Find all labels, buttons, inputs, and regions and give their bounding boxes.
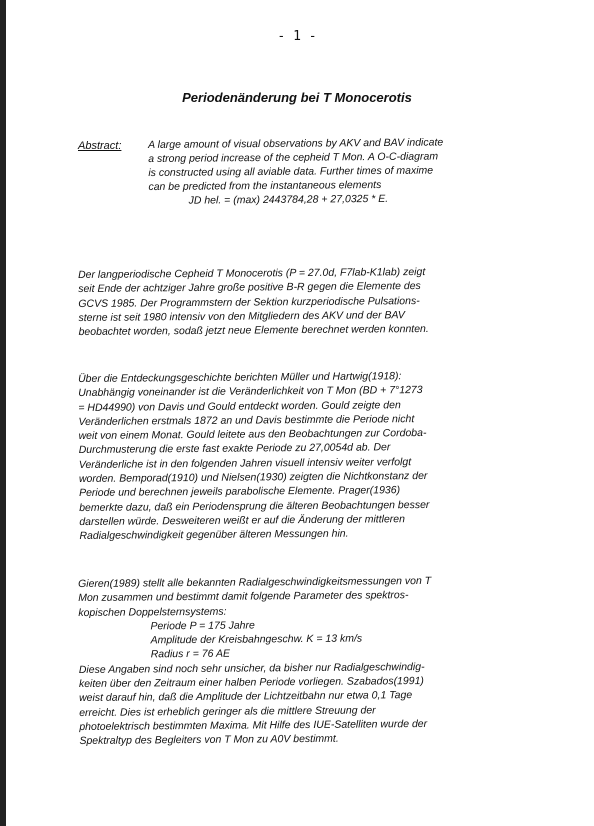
paragraph-line: Periode und berechnen jeweils parabolische Elemente. Prager(1936) xyxy=(79,484,401,500)
paragraph-line: weist darauf hin, daß die Amplitude der Lichtzeitbahn nur etwa 0,1 Tage xyxy=(79,689,413,705)
paragraph-line: beobachtet worden, sodaß jetzt neue Elemente berechnet werden konnten. xyxy=(78,323,429,339)
paragraph-line: Spektraltyp des Begleiters von T Mon zu A0V bestimmt. xyxy=(79,732,339,748)
paragraph-line: photoelektrisch bestimmten Maxima. Mit Hilfe des IUE-Satelliten wurde der xyxy=(79,717,428,733)
abstract-line: is constructed using all aviable data. Further times of maxime xyxy=(148,164,434,179)
parameter-line: Amplitude der Kreisbahngeschw. K = 13 km/s xyxy=(150,632,363,647)
abstract-line: can be predicted from the instantaneous elements xyxy=(148,178,382,193)
page-edge-shadow xyxy=(0,0,6,826)
abstract-line: a strong period increase of the cepheid T Mon. A O-C-diagram xyxy=(148,150,439,165)
paragraph-line: Veränderliche ist in den folgenden Jahren visuell intensiv weiter verfolgt xyxy=(78,455,412,471)
parameter-line: Periode P = 175 Jahre xyxy=(150,619,255,633)
paragraph-3 xyxy=(78,573,525,748)
abstract-text xyxy=(148,135,529,208)
paragraph-line: kopischen Doppelsternsystems: xyxy=(78,605,227,619)
paragraph-line: Diese Angaben sind noch sehr unsicher, da bisher nur Radialgeschwindig- xyxy=(78,660,425,676)
paragraph-line: darstellen würde. Desweiteren weißt er auf die Änderung der mittleren xyxy=(79,513,406,528)
paragraph-line: Der langperiodische Cepheid T Monocerotis (P = 27.0d, F7lab-K1lab) zeigt xyxy=(78,265,426,281)
paragraph-line: bemerkte dazu, daß ein Periodensprung die älteren Beobachtungen besser xyxy=(79,498,430,514)
paragraph-line: sterne ist seit 1980 intensiv von den Mitgliedern des AKV und der BAV xyxy=(78,309,405,324)
page-number: - 1 - xyxy=(277,29,317,44)
paragraph-line: seit Ende der achtziger Jahre große positive B-R gegen die Elemente des xyxy=(78,280,421,296)
paragraph-line: Radialgeschwindigkeit gegenüber älteren Messungen hin. xyxy=(79,527,349,543)
paragraph-line: Gieren(1989) stellt alle bekannten Radialgeschwindigkeitsmessungen von T xyxy=(78,574,432,590)
page-title: Periodenänderung bei T Monocerotis xyxy=(182,90,412,105)
paragraph-line: erreicht. Dies ist erheblich geringer als die mittlere Streuung der xyxy=(79,704,376,719)
abstract-formula: JD hel. = (max) 2443784,28 + 27,0325 * E. xyxy=(188,192,389,207)
abstract-label: Abstract: xyxy=(78,140,122,152)
paragraph-line: keiten über den Zeitraum einer halben Periode vorliegen. Szabados(1991) xyxy=(78,675,424,691)
abstract-line: A large amount of visual observations by AKV and BAV indicate xyxy=(148,136,444,151)
paragraph-line: Durchmusterung die erste fast exakte Periode zu 27,0054d ab. Der xyxy=(78,441,391,457)
paragraph-line: weit von einem Monat. Gould leitete aus den Beobachtungen zur Cordoba- xyxy=(78,427,427,443)
paragraph-line: Mon zusammen und bestimmt damit folgende Parameter des spektros- xyxy=(78,589,409,605)
paragraph-line: Über die Entdeckungsgeschichte berichten Müller und Hartwig(1918): xyxy=(78,370,402,385)
paragraph-line: Veränderlichen erstmals 1872 an und Davis bestimmte die Periode nicht xyxy=(78,412,415,428)
paragraph-line: GCVS 1985. Der Programmstern der Sektion kurzperiodische Pulsations- xyxy=(78,294,420,310)
paragraph-line: = HD44990) von Davis und Gould entdeckt worden. Gould zeigte den xyxy=(78,398,401,414)
paragraph-line: worden. Bemporad(1910) und Nielsen(1930) zeigten die Nichtkonstanz der xyxy=(78,470,428,486)
paragraph-2 xyxy=(78,368,525,543)
paragraph-line: Unabhängig voneinander ist die Veränderlichkeit von T Mon (BD + 7°1273 xyxy=(78,384,423,400)
paragraph-1 xyxy=(78,264,525,339)
parameter-line: Radius r = 76 AE xyxy=(150,648,231,661)
